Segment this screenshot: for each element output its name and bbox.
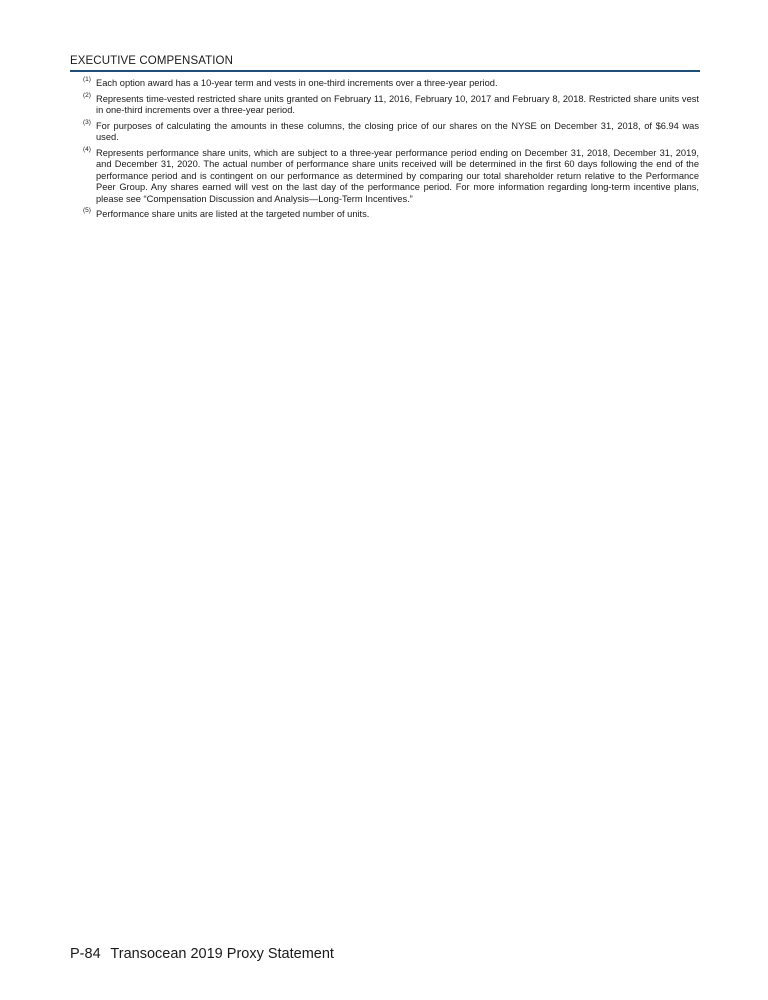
- footnote-text: Represents time-vested restricted share units granted on February 11, 2016, February 10, 2017 and February 8, 2018. Restricted share units vest in one-third increments over a three-year period.: [96, 93, 699, 115]
- footnote-2: [83, 91, 699, 117]
- footnote-marker: (2): [83, 91, 91, 99]
- footnote-4: [83, 145, 699, 206]
- page-header: [70, 53, 700, 72]
- page-footer: [70, 946, 334, 962]
- footnote-text: Performance share units are listed at the targeted number of units.: [96, 209, 370, 219]
- footnotes-list: [83, 78, 699, 225]
- page-number: P-84: [70, 946, 101, 962]
- footnote-marker: (5): [83, 207, 91, 214]
- footnote-3: [83, 118, 699, 144]
- section-title: EXECUTIVE COMPENSATION: [70, 55, 234, 67]
- footnote-1: [83, 78, 699, 90]
- footnote-text: Each option award has a 10-year term and vests in one-third increments over a three-year period.: [96, 78, 498, 88]
- footnote-marker: (4): [83, 145, 91, 153]
- footnote-marker: (3): [83, 118, 91, 126]
- footnote-marker: (1): [83, 76, 91, 83]
- footnote-text: Represents performance share units, which are subject to a three-year performance period ending on December 31, 2018, December 31, 2019, and December 31, 2020. The actual number of performance share units received will be determined in the first 60 days following the end of the performance period and is contingent on our performance as determined by comparing our total shareholder return relative to the Performance Peer Group. Any shares earned will vest on the last day of the performance period. For more information regarding long-term incentive plans, please see “Compensation Discussion and Analysis—Long-Term Incentives.”: [96, 147, 699, 204]
- document-title: Transocean 2019 Proxy Statement: [110, 946, 334, 962]
- footnote-text: For purposes of calculating the amounts in these columns, the closing price of our shares on the NYSE on December 31, 2018, of $6.94 was used.: [96, 120, 699, 142]
- footnote-5: [83, 209, 699, 221]
